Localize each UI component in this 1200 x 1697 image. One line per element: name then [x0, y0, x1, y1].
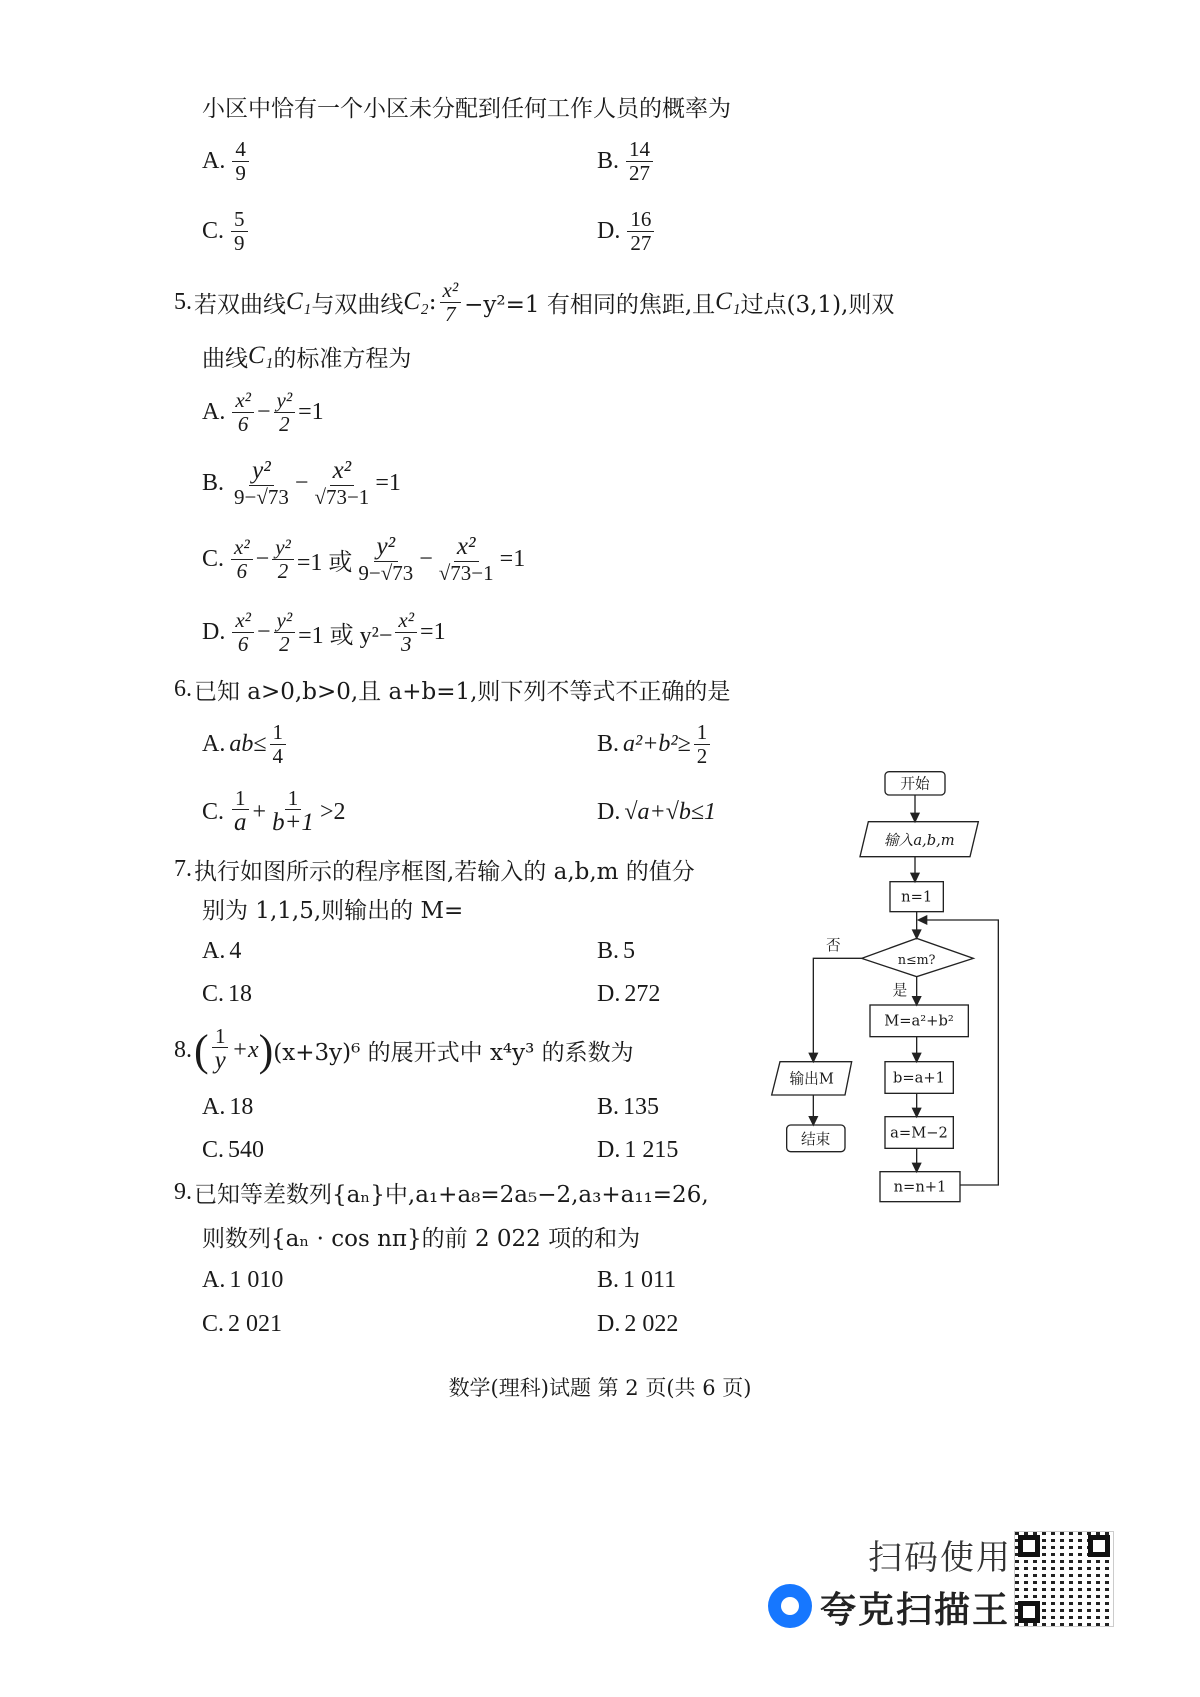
end-label: 结束	[801, 1131, 831, 1148]
q4-continuation	[202, 76, 731, 136]
numerator: y²	[374, 534, 399, 561]
q5-stem-line2	[202, 326, 411, 386]
footer-text: 数学(理科)试题 第 2 页(共 6 页)	[448, 1376, 752, 1400]
option-label: A.	[202, 398, 226, 425]
q5-option-b	[202, 453, 401, 513]
denominator: 6	[236, 558, 248, 583]
question-number: 7.	[174, 855, 192, 882]
text: 曲线	[202, 345, 248, 372]
paren: (	[194, 1025, 209, 1075]
option-label: B.	[597, 730, 620, 757]
text: =1	[375, 469, 401, 496]
numerator: 14	[626, 138, 653, 161]
denominator: a	[234, 809, 247, 837]
fraction	[232, 609, 254, 654]
option-label: A.	[202, 1093, 226, 1120]
option-label: B.	[597, 937, 620, 964]
quark-scanner-brand: 夸克扫描王	[820, 1590, 1011, 1631]
text: :	[428, 289, 437, 315]
question-number: 8.	[174, 1036, 192, 1063]
q6-option-b	[597, 714, 713, 774]
option-value: 2 022	[624, 1310, 679, 1337]
input-label: 输入a,b,m	[884, 832, 955, 849]
denominator: √73−1	[438, 560, 494, 585]
option-label: A.	[202, 1266, 226, 1293]
option-label: C.	[202, 1310, 225, 1337]
step2-label: b=a+1	[892, 1069, 946, 1087]
denominator: 27	[629, 160, 651, 185]
math: ab≤	[229, 730, 267, 757]
option-label: D.	[202, 618, 226, 645]
step4-label: n=n+1	[893, 1178, 947, 1196]
numerator: 16	[627, 208, 654, 231]
denominator: 7	[445, 301, 456, 326]
denominator: 2	[279, 631, 290, 656]
numerator: 1	[694, 721, 711, 744]
option-value: 1 010	[229, 1266, 284, 1293]
text: 若双曲线	[194, 291, 286, 318]
start-label: 开始	[900, 775, 930, 793]
numerator: x²	[330, 458, 355, 485]
option-label: C.	[202, 545, 225, 572]
denominator: 2	[696, 743, 708, 768]
fraction	[274, 389, 296, 434]
option-label: D.	[597, 217, 621, 244]
math: C₁	[248, 342, 274, 369]
fraction	[274, 609, 296, 654]
option-value: 135	[623, 1093, 660, 1120]
denominator: √73−1	[314, 484, 370, 509]
numerator: 1	[212, 1025, 229, 1048]
text: (x+3y)⁶ 的展开式中 x⁴y³ 的系数为	[273, 1039, 634, 1066]
denominator: 9	[235, 160, 246, 185]
step1-label: M=a²+b²	[884, 1012, 954, 1030]
fraction	[231, 208, 248, 253]
option-label: C.	[202, 798, 225, 825]
option-label: D.	[597, 1136, 621, 1163]
denominator: 6	[237, 411, 249, 436]
question-number: 5.	[174, 288, 192, 315]
init-label: n=1	[901, 888, 933, 906]
option-label: A.	[202, 937, 226, 964]
denominator: 3	[400, 631, 412, 656]
q6-option-a	[202, 714, 289, 774]
q4-option-a	[202, 131, 252, 191]
q6-option-d	[597, 782, 716, 842]
option-label: C.	[202, 980, 225, 1007]
step3-label: a=M−2	[890, 1124, 948, 1142]
fraction	[270, 721, 287, 766]
option-label: D.	[597, 1310, 621, 1337]
option-value: 1 011	[623, 1266, 677, 1293]
text: −y²=1 有相同的焦距,且	[464, 291, 716, 318]
numerator: y²	[249, 458, 274, 485]
fraction	[626, 138, 653, 183]
numerator: 4	[232, 138, 249, 161]
math: √a+√b≤1	[624, 798, 717, 825]
fraction	[627, 208, 654, 253]
text: 执行如图所示的程序框图,若输入的 a,b,m 的值分	[194, 858, 695, 885]
numerator: y²	[272, 536, 294, 559]
operator: −	[255, 545, 270, 572]
text: =1 或 y²−	[298, 622, 393, 649]
math: C₂	[403, 288, 429, 315]
fraction	[311, 458, 372, 507]
option-label: A.	[202, 147, 226, 174]
option-value: 5	[623, 937, 636, 964]
qr-code[interactable]	[1014, 1531, 1114, 1627]
text: =1 或	[296, 549, 353, 576]
fraction	[212, 1025, 229, 1074]
numerator: x²	[232, 609, 254, 632]
option-value: 18	[229, 1093, 254, 1120]
numerator: 5	[231, 208, 248, 231]
question-number: 6.	[174, 675, 192, 702]
denominator: 9−√73	[358, 560, 414, 585]
fraction	[231, 458, 292, 507]
option-label: C.	[202, 1136, 225, 1163]
text: 过点(3,1),则双	[740, 291, 895, 318]
text: 与双曲线	[311, 291, 404, 318]
q5-option-a	[202, 382, 324, 442]
q5-option-d	[202, 602, 446, 662]
text: =1	[499, 545, 526, 572]
option-label: B.	[597, 1093, 620, 1120]
denominator: y	[214, 1047, 226, 1075]
option-value: 4	[229, 937, 242, 964]
option-value: 272	[624, 980, 661, 1007]
q4-option-d	[597, 201, 657, 261]
quark-logo-icon	[768, 1584, 812, 1628]
math: C₁	[286, 288, 312, 315]
q9-option-d	[597, 1294, 678, 1354]
program-flowchart	[750, 760, 1050, 1220]
q4-text: 小区中恰有一个小区未分配到任何工作人员的概率为	[202, 95, 731, 122]
operator: +	[252, 798, 267, 825]
fraction	[694, 721, 711, 766]
text: =1	[298, 398, 324, 425]
denominator: 9	[234, 230, 245, 255]
numerator: x²	[440, 279, 462, 302]
math: a²+b²≥	[623, 730, 691, 757]
fraction	[272, 536, 294, 581]
q9-option-c	[202, 1294, 282, 1354]
math: C₁	[715, 288, 741, 315]
fraction	[440, 279, 462, 324]
operator: −	[419, 545, 433, 572]
numerator: x²	[232, 389, 254, 412]
option-label: C.	[202, 217, 225, 244]
operator: −	[294, 469, 309, 496]
output-label: 输出M	[789, 1070, 834, 1088]
question-number: 9.	[174, 1178, 192, 1205]
fraction	[232, 138, 249, 183]
numerator: 1	[285, 787, 302, 810]
fraction	[436, 534, 497, 583]
denominator: 2	[277, 558, 289, 583]
condition-label: n≤m?	[897, 952, 936, 967]
q6-option-c	[202, 782, 345, 842]
numerator: 1	[232, 787, 249, 810]
option-value: 2 021	[228, 1310, 283, 1337]
yes-label: 是	[892, 982, 908, 999]
option-value: 1 215	[624, 1136, 679, 1163]
text: 的标准方程为	[273, 345, 412, 372]
numerator: x²	[231, 536, 253, 559]
numerator: y²	[274, 609, 296, 632]
q5-option-c	[202, 529, 525, 589]
q5-stem	[174, 272, 894, 332]
option-label: D.	[597, 980, 621, 1007]
option-label: A.	[202, 730, 226, 757]
q8-stem	[174, 1020, 634, 1080]
option-label: B.	[597, 147, 620, 174]
denominator: b+1	[272, 809, 314, 837]
denominator: 6	[237, 631, 249, 656]
option-label: B.	[202, 469, 225, 496]
text: 则数列{aₙ · cos nπ}的前 2 022 项的和为	[202, 1225, 641, 1252]
q4-option-b	[597, 131, 656, 191]
operator: −	[256, 618, 271, 645]
fraction	[231, 536, 253, 581]
option-label: D.	[597, 798, 621, 825]
q7-option-c	[202, 964, 252, 1024]
option-label: B.	[597, 1266, 620, 1293]
numerator: 1	[270, 721, 287, 744]
fraction	[355, 534, 416, 583]
text: 已知 a>0,b>0,且 a+b=1,则下列不等式不正确的是	[194, 678, 731, 705]
fraction	[231, 787, 250, 836]
q6-stem	[174, 659, 730, 719]
option-value: 540	[228, 1136, 265, 1163]
text: 已知等差数列{aₙ}中,a₁+a₈=2a₅−2,a₃+a₁₁=26,	[194, 1181, 709, 1208]
denominator: 9−√73	[234, 484, 289, 509]
page-footer	[0, 1357, 1200, 1417]
q7-option-d	[597, 964, 660, 1024]
operator: −	[256, 398, 271, 425]
numerator: x²	[454, 534, 479, 561]
math: +x	[231, 1036, 259, 1063]
text: 别为 1,1,5,则输出的 M=	[202, 897, 464, 924]
fraction	[269, 787, 317, 836]
numerator: y²	[274, 389, 296, 412]
denominator: 4	[272, 743, 284, 768]
fraction	[395, 609, 417, 654]
denominator: 27	[630, 230, 652, 255]
denominator: 2	[279, 411, 290, 436]
option-value: 18	[228, 980, 253, 1007]
q4-option-c	[202, 201, 251, 261]
text: =1	[420, 618, 446, 645]
no-label: 否	[825, 937, 841, 954]
numerator: x²	[395, 609, 417, 632]
text: >2	[319, 798, 346, 825]
fraction	[232, 389, 254, 434]
paren: )	[258, 1025, 274, 1075]
scan-to-use-text: 扫码使用	[868, 1538, 1012, 1578]
